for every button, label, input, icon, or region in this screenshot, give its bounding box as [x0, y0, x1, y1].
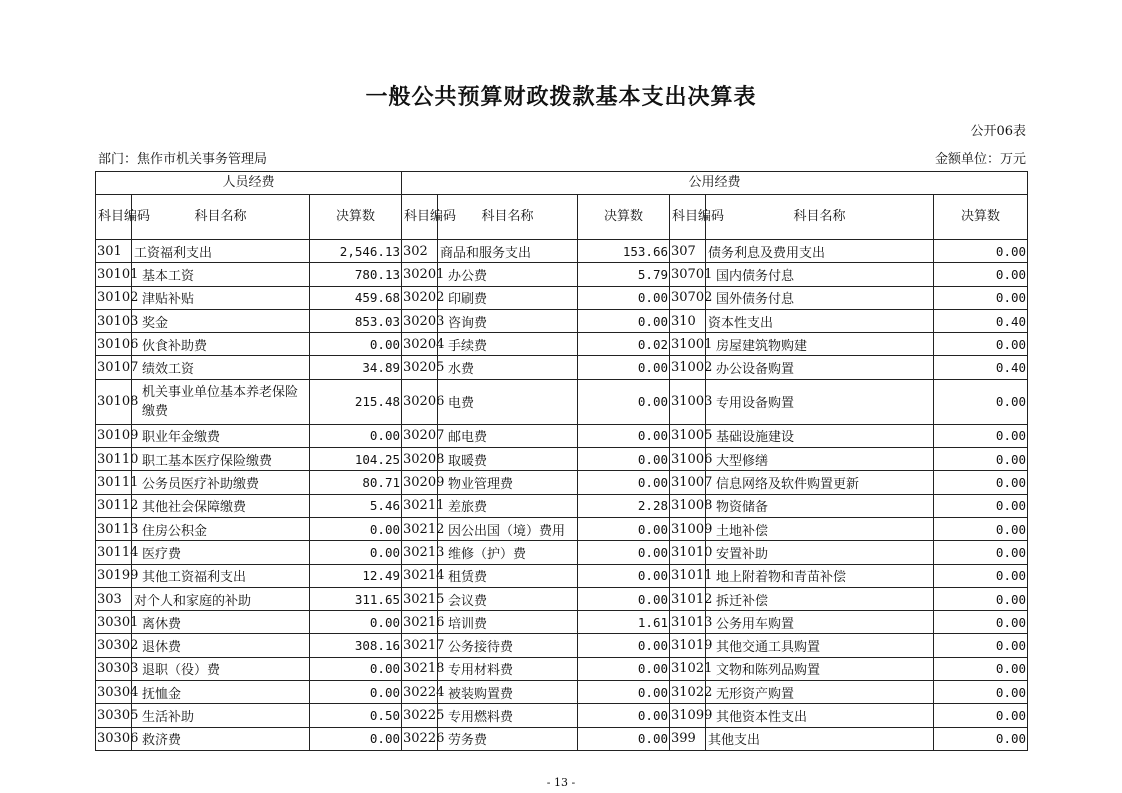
cell-name: 资本性支出 [706, 309, 934, 332]
cell-name: 大型修缮 [706, 448, 934, 471]
cell-code: 31005 [670, 424, 706, 447]
cell-name: 津贴补贴 [132, 286, 310, 309]
cell-code: 30205 [402, 356, 438, 379]
cell-name: 咨询费 [438, 309, 578, 332]
table-row [96, 286, 1028, 309]
cell-code: 30113 [96, 517, 132, 540]
cell-amount: 0.00 [578, 424, 670, 447]
cell-name: 办公设备购置 [706, 356, 934, 379]
cell-amount: 12.49 [310, 564, 402, 587]
cell-amount: 0.00 [578, 356, 670, 379]
cell-name: 专用材料费 [438, 657, 578, 680]
cell-name: 物资储备 [706, 494, 934, 517]
cell-code: 30302 [96, 634, 132, 657]
cell-code: 30107 [96, 356, 132, 379]
cell-name: 文物和陈列品购置 [706, 657, 934, 680]
cell-amount: 0.00 [578, 448, 670, 471]
cell-code: 30112 [96, 494, 132, 517]
cell-amount: 0.00 [934, 587, 1028, 610]
cell-amount: 0.00 [934, 286, 1028, 309]
cell-amount: 0.00 [578, 286, 670, 309]
cell-amount: 0.00 [578, 471, 670, 494]
cell-amount: 0.00 [934, 727, 1028, 750]
cell-code: 31013 [670, 611, 706, 634]
cell-amount: 0.00 [934, 263, 1028, 286]
cell-amount: 0.00 [578, 587, 670, 610]
cell-name: 债务利息及费用支出 [706, 240, 934, 263]
cell-name: 土地补偿 [706, 517, 934, 540]
table-row [96, 448, 1028, 471]
cell-name: 基本工资 [132, 263, 310, 286]
cell-amount: 0.00 [934, 704, 1028, 727]
cell-amount: 0.00 [310, 611, 402, 634]
cell-name: 伙食补助费 [132, 333, 310, 356]
header-code: 科目编码 [670, 195, 706, 240]
cell-name: 培训费 [438, 611, 578, 634]
cell-amount: 34.89 [310, 356, 402, 379]
cell-amount: 0.00 [934, 471, 1028, 494]
cell-code: 303 [96, 587, 132, 610]
cell-code: 30215 [402, 587, 438, 610]
cell-code: 30111 [96, 471, 132, 494]
cell-name: 专用燃料费 [438, 704, 578, 727]
cell-code: 30202 [402, 286, 438, 309]
header-amount: 决算数 [578, 195, 670, 240]
cell-code: 30114 [96, 541, 132, 564]
table-row [96, 634, 1028, 657]
cell-name: 商品和服务支出 [438, 240, 578, 263]
cell-amount: 2,546.13 [310, 240, 402, 263]
table-row [96, 704, 1028, 727]
cell-amount: 0.00 [934, 657, 1028, 680]
cell-amount: 0.00 [578, 704, 670, 727]
cell-amount: 311.65 [310, 587, 402, 610]
cell-name: 无形资产购置 [706, 681, 934, 704]
cell-code: 30305 [96, 704, 132, 727]
cell-code: 31006 [670, 448, 706, 471]
cell-name: 公务员医疗补助缴费 [132, 471, 310, 494]
cell-name: 其他资本性支出 [706, 704, 934, 727]
cell-code: 30216 [402, 611, 438, 634]
group-public: 公用经费 [402, 172, 1028, 195]
cell-amount: 0.00 [934, 240, 1028, 263]
cell-name: 退职（役）费 [132, 657, 310, 680]
cell-name: 租赁费 [438, 564, 578, 587]
cell-amount: 0.00 [934, 634, 1028, 657]
cell-code: 30108 [96, 379, 132, 424]
page-number: - 13 - [546, 776, 576, 789]
cell-name: 水费 [438, 356, 578, 379]
cell-code: 31012 [670, 587, 706, 610]
cell-code: 31021 [670, 657, 706, 680]
cell-name: 退休费 [132, 634, 310, 657]
cell-code: 307 [670, 240, 706, 263]
cell-name: 其他社会保障缴费 [132, 494, 310, 517]
cell-amount: 0.00 [934, 494, 1028, 517]
cell-amount: 0.00 [934, 517, 1028, 540]
table-row [96, 333, 1028, 356]
cell-code: 31007 [670, 471, 706, 494]
cell-code: 310 [670, 309, 706, 332]
cell-amount: 0.40 [934, 356, 1028, 379]
cell-amount: 0.00 [310, 333, 402, 356]
cell-name: 手续费 [438, 333, 578, 356]
cell-name: 救济费 [132, 727, 310, 750]
cell-amount: 0.00 [310, 657, 402, 680]
cell-code: 30110 [96, 448, 132, 471]
cell-name: 国内债务付息 [706, 263, 934, 286]
cell-code: 30209 [402, 471, 438, 494]
cell-amount: 0.00 [578, 634, 670, 657]
cell-code: 30217 [402, 634, 438, 657]
table-row [96, 541, 1028, 564]
cell-amount: 0.00 [310, 424, 402, 447]
cell-name: 地上附着物和青苗补偿 [706, 564, 934, 587]
cell-code: 30106 [96, 333, 132, 356]
cell-name: 安置补助 [706, 541, 934, 564]
cell-code: 31010 [670, 541, 706, 564]
cell-name: 房屋建筑物购建 [706, 333, 934, 356]
cell-code: 30109 [96, 424, 132, 447]
cell-code: 30213 [402, 541, 438, 564]
cell-name: 因公出国（境）费用 [438, 517, 578, 540]
table-row [96, 240, 1028, 263]
cell-code: 301 [96, 240, 132, 263]
cell-name: 奖金 [132, 309, 310, 332]
cell-amount: 0.00 [578, 541, 670, 564]
cell-name: 电费 [438, 379, 578, 424]
cell-code: 30226 [402, 727, 438, 750]
cell-name: 印刷费 [438, 286, 578, 309]
cell-code: 31099 [670, 704, 706, 727]
cell-code: 30208 [402, 448, 438, 471]
cell-name: 其他支出 [706, 727, 934, 750]
cell-name: 被装购置费 [438, 681, 578, 704]
cell-amount: 0.00 [934, 611, 1028, 634]
table-row [96, 379, 1028, 424]
cell-code: 30702 [670, 286, 706, 309]
cell-name: 物业管理费 [438, 471, 578, 494]
cell-code: 399 [670, 727, 706, 750]
cell-name: 工资福利支出 [132, 240, 310, 263]
cell-code: 30303 [96, 657, 132, 680]
department-label: 部门：焦作市机关事务管理局 [98, 152, 268, 167]
cell-name: 职工基本医疗保险缴费 [132, 448, 310, 471]
cell-code: 30306 [96, 727, 132, 750]
cell-name: 取暖费 [438, 448, 578, 471]
cell-name: 其他工资福利支出 [132, 564, 310, 587]
cell-amount: 1.61 [578, 611, 670, 634]
cell-name: 会议费 [438, 587, 578, 610]
cell-code: 31002 [670, 356, 706, 379]
cell-name: 劳务费 [438, 727, 578, 750]
table-row [96, 657, 1028, 680]
cell-amount: 0.00 [934, 541, 1028, 564]
cell-code: 30203 [402, 309, 438, 332]
cell-amount: 2.28 [578, 494, 670, 517]
cell-amount: 0.50 [310, 704, 402, 727]
cell-code: 302 [402, 240, 438, 263]
cell-code: 30103 [96, 309, 132, 332]
cell-amount: 0.00 [578, 564, 670, 587]
cell-code: 30199 [96, 564, 132, 587]
table-row [96, 424, 1028, 447]
cell-code: 30701 [670, 263, 706, 286]
cell-name: 专用设备购置 [706, 379, 934, 424]
cell-amount: 0.00 [934, 333, 1028, 356]
group-personnel: 人员经费 [96, 172, 402, 195]
cell-code: 31019 [670, 634, 706, 657]
table-row [96, 517, 1028, 540]
form-number: 公开06表 [970, 124, 1026, 139]
cell-amount: 459.68 [310, 286, 402, 309]
cell-amount: 5.46 [310, 494, 402, 517]
cell-code: 30218 [402, 657, 438, 680]
cell-name: 绩效工资 [132, 356, 310, 379]
cell-name: 公务接待费 [438, 634, 578, 657]
cell-amount: 0.00 [578, 681, 670, 704]
cell-amount: 104.25 [310, 448, 402, 471]
cell-amount: 0.00 [934, 424, 1028, 447]
cell-amount: 0.00 [310, 681, 402, 704]
cell-amount: 853.03 [310, 309, 402, 332]
cell-name: 拆迁补偿 [706, 587, 934, 610]
table-row [96, 356, 1028, 379]
expenditure-table [95, 171, 1028, 751]
cell-amount: 780.13 [310, 263, 402, 286]
table-row [96, 263, 1028, 286]
cell-code: 31003 [670, 379, 706, 424]
cell-amount: 153.66 [578, 240, 670, 263]
table-row [96, 611, 1028, 634]
cell-code: 30301 [96, 611, 132, 634]
cell-code: 30304 [96, 681, 132, 704]
cell-amount: 0.02 [578, 333, 670, 356]
cell-amount: 0.00 [578, 657, 670, 680]
cell-amount: 215.48 [310, 379, 402, 424]
page-title: 一般公共预算财政拨款基本支出决算表 [365, 85, 757, 110]
cell-amount: 0.40 [934, 309, 1028, 332]
cell-amount: 0.00 [934, 564, 1028, 587]
cell-code: 30204 [402, 333, 438, 356]
cell-amount: 0.00 [578, 309, 670, 332]
cell-name: 住房公积金 [132, 517, 310, 540]
cell-code: 30225 [402, 704, 438, 727]
cell-name: 生活补助 [132, 704, 310, 727]
cell-amount: 0.00 [310, 727, 402, 750]
table-row [96, 494, 1028, 517]
header-name: 科目名称 [438, 195, 578, 240]
cell-amount: 5.79 [578, 263, 670, 286]
cell-name: 职业年金缴费 [132, 424, 310, 447]
cell-amount: 0.00 [578, 727, 670, 750]
cell-code: 31011 [670, 564, 706, 587]
cell-amount: 0.00 [578, 379, 670, 424]
cell-code: 30206 [402, 379, 438, 424]
cell-amount: 0.00 [934, 448, 1028, 471]
cell-name: 医疗费 [132, 541, 310, 564]
table-row [96, 587, 1028, 610]
cell-code: 31009 [670, 517, 706, 540]
cell-name: 机关事业单位基本养老保险缴费 [132, 379, 310, 424]
cell-name: 离休费 [132, 611, 310, 634]
cell-amount: 308.16 [310, 634, 402, 657]
cell-code: 30101 [96, 263, 132, 286]
cell-name: 公务用车购置 [706, 611, 934, 634]
table-row [96, 727, 1028, 750]
cell-name: 差旅费 [438, 494, 578, 517]
cell-code: 30207 [402, 424, 438, 447]
header-name: 科目名称 [132, 195, 310, 240]
cell-name: 维修（护）费 [438, 541, 578, 564]
cell-code: 30224 [402, 681, 438, 704]
cell-code: 30102 [96, 286, 132, 309]
cell-name: 基础设施建设 [706, 424, 934, 447]
header-code: 科目编码 [402, 195, 438, 240]
cell-code: 31022 [670, 681, 706, 704]
cell-code: 30214 [402, 564, 438, 587]
cell-code: 30212 [402, 517, 438, 540]
cell-code: 30211 [402, 494, 438, 517]
cell-amount: 0.00 [310, 541, 402, 564]
cell-amount: 80.71 [310, 471, 402, 494]
cell-code: 31008 [670, 494, 706, 517]
table-row [96, 681, 1028, 704]
header-code: 科目编码 [96, 195, 132, 240]
cell-code: 31001 [670, 333, 706, 356]
cell-name: 办公费 [438, 263, 578, 286]
cell-code: 30201 [402, 263, 438, 286]
cell-amount: 0.00 [934, 379, 1028, 424]
unit-label: 金额单位：万元 [934, 152, 1026, 167]
cell-name: 邮电费 [438, 424, 578, 447]
table-row [96, 309, 1028, 332]
cell-amount: 0.00 [310, 517, 402, 540]
table-row [96, 471, 1028, 494]
table-row [96, 564, 1028, 587]
header-amount: 决算数 [310, 195, 402, 240]
header-name: 科目名称 [706, 195, 934, 240]
header-amount: 决算数 [934, 195, 1028, 240]
cell-name: 国外债务付息 [706, 286, 934, 309]
cell-name: 抚恤金 [132, 681, 310, 704]
cell-name: 信息网络及软件购置更新 [706, 471, 934, 494]
cell-name: 其他交通工具购置 [706, 634, 934, 657]
cell-amount: 0.00 [934, 681, 1028, 704]
cell-name: 对个人和家庭的补助 [132, 587, 310, 610]
cell-amount: 0.00 [578, 517, 670, 540]
